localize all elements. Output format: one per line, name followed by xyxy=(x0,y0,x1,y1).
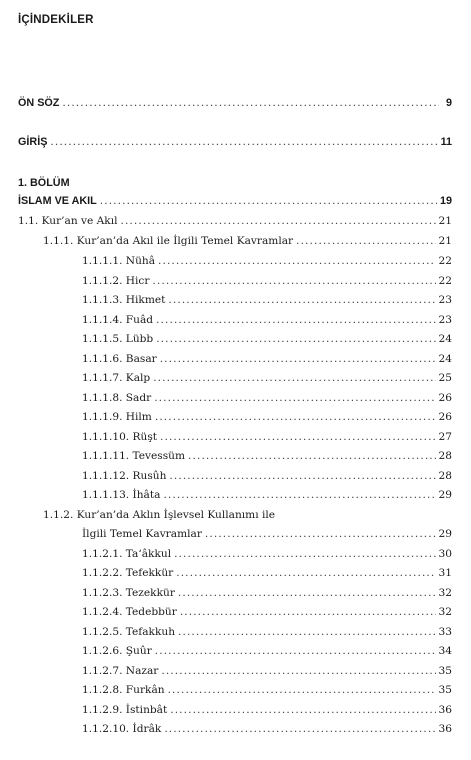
toc-entry-title: 1.1.1.5. Lübb xyxy=(82,333,154,345)
toc-entry-1-1-2-5 xyxy=(82,623,452,639)
toc-entry-title: İlgili Temel Kavramlar xyxy=(82,528,202,540)
toc-entry-1-1-2-2 xyxy=(82,564,452,580)
toc-entry-title: 1.1.1.12. Rusûh xyxy=(82,469,167,482)
toc-entry-title: 1.1.2.5. Tefakkuh xyxy=(82,625,176,638)
dot-leader xyxy=(50,135,437,149)
toc-entry-page: 30 xyxy=(438,547,452,560)
toc-entry-page: 22 xyxy=(438,255,452,267)
toc-entry-1-1-1-6 xyxy=(82,350,452,366)
toc-entry-1-1 xyxy=(18,212,452,228)
toc-entry-1-1-2-6 xyxy=(82,642,452,658)
toc-entry-1-1-1-9 xyxy=(82,408,452,424)
dot-leader xyxy=(174,547,435,561)
toc-entry-on-soz xyxy=(18,94,452,110)
toc-entry-page: 24 xyxy=(438,333,452,345)
dot-leader xyxy=(188,449,435,463)
toc-entry-page: 36 xyxy=(438,723,452,735)
dot-leader xyxy=(205,527,436,541)
toc-entry-title: 1.1.1.3. Hikmet xyxy=(82,294,166,306)
dot-leader xyxy=(161,664,435,678)
toc-entry-title: ÖN SÖZ xyxy=(18,97,60,109)
toc-entry-page: 29 xyxy=(438,489,452,501)
dot-leader xyxy=(100,194,437,208)
toc-entry-title: 1.1.1. Kur’an’da Akıl ile İlgili Temel Kavramlar xyxy=(43,235,294,247)
toc-entry-page: 29 xyxy=(438,528,452,540)
toc-entry-title: 1.1.1.1. Nühâ xyxy=(82,255,156,267)
toc-entry-part1 xyxy=(18,192,452,208)
toc-entry-1-1-2-7 xyxy=(82,662,452,678)
toc-entry-title: 1.1.1.6. Basar xyxy=(82,352,157,365)
toc-entry-1-1-1-13 xyxy=(82,486,452,502)
toc-entry-1-1-1-1 xyxy=(82,252,452,268)
toc-entry-1-1-2-title: 1.1.2. Kur’an’da Aklın İşlevsel Kullanımı ile xyxy=(43,509,276,521)
toc-entry-page: 26 xyxy=(438,411,452,423)
dot-leader xyxy=(121,214,436,228)
dot-leader xyxy=(152,274,435,288)
toc-entry-title: İSLAM VE AKIL xyxy=(18,195,97,207)
toc-entry-title: 1.1.1.11. Tevessüm xyxy=(82,450,186,462)
toc-entry-page: 26 xyxy=(438,391,452,404)
dot-leader xyxy=(160,352,436,366)
toc-entry-1-1-1-3 xyxy=(82,291,452,307)
toc-entry-title: 1.1.1.10. Rüşt xyxy=(82,430,158,443)
toc-entry-page: 22 xyxy=(438,274,452,287)
dot-leader xyxy=(169,469,435,483)
toc-entry-page: 11 xyxy=(440,136,452,148)
toc-entry-title: 1.1.1.13. İhâta xyxy=(82,489,161,501)
toc-entry-1-1-2-10 xyxy=(82,720,452,736)
toc-entry-page: 23 xyxy=(438,313,452,326)
page-title: İÇİNDEKİLER xyxy=(18,14,94,26)
toc-entry-1-1-2-9 xyxy=(82,701,452,717)
toc-entry-page: 21 xyxy=(438,235,452,247)
toc-entry-title: 1.1.2.2. Tefekkür xyxy=(82,567,174,579)
dot-leader xyxy=(153,371,435,385)
toc-entry-page: 31 xyxy=(438,567,452,579)
dot-leader xyxy=(176,566,435,580)
toc-entry-1-1-1-7 xyxy=(82,369,452,385)
dot-leader xyxy=(154,391,435,405)
dot-leader xyxy=(156,332,435,346)
dot-leader xyxy=(170,703,435,717)
toc-entry-title: 1.1.2.8. Furkân xyxy=(82,684,165,696)
toc-entry-1-1-1-10 xyxy=(82,428,452,444)
dot-leader xyxy=(180,605,436,619)
dot-leader xyxy=(155,644,436,658)
toc-entry-page: 28 xyxy=(438,450,452,462)
toc-entry-1-1-1-5 xyxy=(82,330,452,346)
dot-leader xyxy=(155,410,436,424)
dot-leader xyxy=(164,722,435,736)
toc-entry-1-1-2-3 xyxy=(82,584,452,600)
toc-entry-1-1-2-8 xyxy=(82,681,452,697)
dot-leader xyxy=(168,683,436,697)
toc-entry-title: 1.1. Kur’an ve Akıl xyxy=(18,215,118,227)
toc-entry-title: 1.1.1.7. Kalp xyxy=(82,372,151,384)
toc-entry-title: 1.1.2.10. İdrâk xyxy=(82,723,162,735)
toc-entry-title: 1.1.2.9. İstinbât xyxy=(82,703,168,716)
toc-entry-title: 1.1.1.2. Hicr xyxy=(82,274,150,287)
toc-entry-1-1-1 xyxy=(43,232,452,248)
dot-leader xyxy=(156,313,435,327)
toc-entry-title: 1.1.1.8. Sadr xyxy=(82,391,152,404)
dot-leader xyxy=(296,234,435,248)
dot-leader xyxy=(178,625,435,639)
toc-entry-1-1-1-12 xyxy=(82,467,452,483)
toc-entry-1-1-2 xyxy=(82,525,452,541)
toc-entry-1-1-2-4 xyxy=(82,603,452,619)
toc-entry-page: 9 xyxy=(445,97,452,109)
toc-entry-page: 34 xyxy=(438,645,452,657)
toc-entry-title: 1.1.2.4. Tedebbür xyxy=(82,606,177,618)
toc-entry-1-1-1-11 xyxy=(82,447,452,463)
toc-entry-1-1-1-4 xyxy=(82,311,452,327)
toc-entry-page: 27 xyxy=(438,430,452,443)
toc-entry-title: 1.1.2.1. Ta‘âkkul xyxy=(82,547,172,560)
toc-entry-title: 1.1.1.4. Fuâd xyxy=(82,313,154,326)
dot-leader xyxy=(168,293,435,307)
toc-entry-title: 1.1.2.7. Nazar xyxy=(82,664,159,677)
toc-entry-page: 24 xyxy=(438,352,452,365)
toc-entry-page: 25 xyxy=(438,372,452,384)
toc-entry-page: 23 xyxy=(438,294,452,306)
toc-entry-page: 32 xyxy=(438,606,452,618)
toc-entry-1-1-2-1 xyxy=(82,545,452,561)
toc-entry-giris xyxy=(18,133,452,149)
toc-entry-1-1-1-8 xyxy=(82,389,452,405)
toc-entry-page: 33 xyxy=(438,625,452,638)
toc-entry-page: 35 xyxy=(438,664,452,677)
toc-entry-page: 36 xyxy=(438,703,452,716)
toc-entry-page: 35 xyxy=(438,684,452,696)
toc-entry-title: 1.1.2.6. Şuûr xyxy=(82,645,152,657)
toc-entry-title: 1.1.1.9. Hilm xyxy=(82,411,152,423)
dot-leader xyxy=(178,586,436,600)
dot-leader xyxy=(163,488,435,502)
toc-entry-page: 19 xyxy=(439,195,452,207)
dot-leader xyxy=(160,430,435,444)
toc-entry-page: 32 xyxy=(438,586,452,599)
toc-entry-title: 1.1.2.3. Tezekkür xyxy=(82,586,175,599)
toc-entry-page: 28 xyxy=(438,469,452,482)
dot-leader xyxy=(62,96,439,110)
toc-entry-1-1-1-2 xyxy=(82,272,452,288)
part-label: 1. BÖLÜM xyxy=(18,177,70,189)
toc-entry-page: 21 xyxy=(438,215,452,227)
toc-entry-title: GİRİŞ xyxy=(18,136,48,148)
dot-leader xyxy=(158,254,435,268)
